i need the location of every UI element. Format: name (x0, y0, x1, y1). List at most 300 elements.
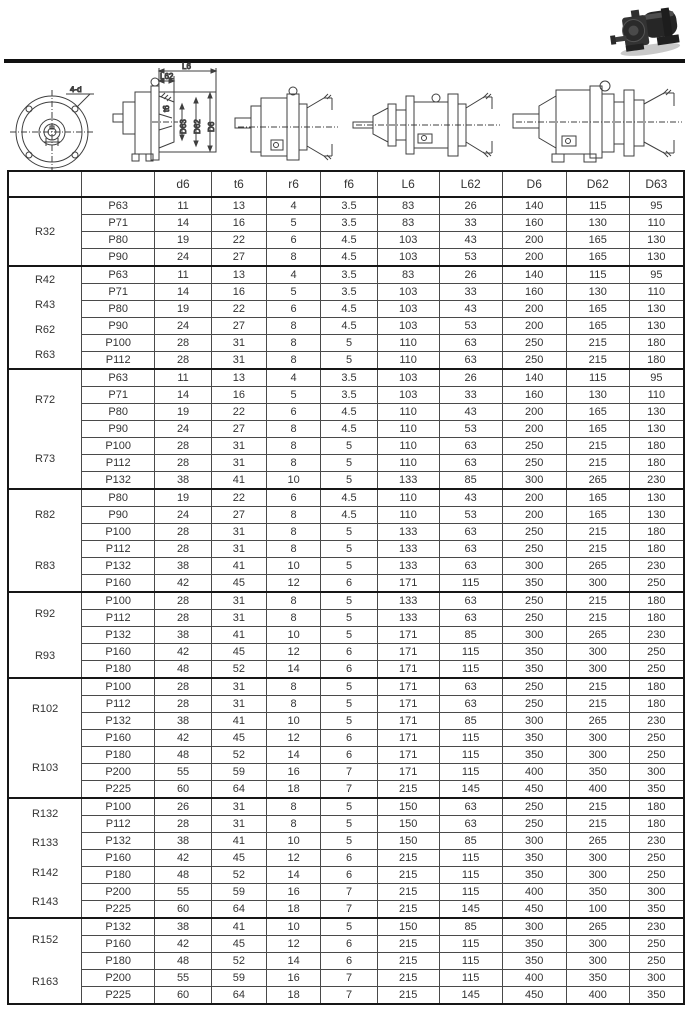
table-row (8, 781, 684, 799)
dim-value-cell: 31 (211, 524, 266, 541)
group-label: R132 (31, 807, 59, 820)
type-cell: P90 (82, 249, 155, 267)
dim-value-cell: 160 (502, 215, 566, 232)
dim-value-cell: 103 (377, 249, 439, 267)
dim-value-cell: 103 (377, 232, 439, 249)
dim-value-cell: 64 (211, 901, 266, 919)
dim-value-cell: 180 (629, 352, 684, 370)
dim-value-cell: 13 (211, 266, 266, 284)
table-row (8, 901, 684, 919)
dim-value-cell: 5 (321, 455, 377, 472)
type-cell: P112 (82, 816, 155, 833)
dim-value-cell: 250 (502, 592, 566, 610)
dim-value-cell: 250 (502, 352, 566, 370)
dim-value-cell: 12 (266, 850, 321, 867)
table-row (8, 507, 684, 524)
dim-value-cell: 110 (377, 404, 439, 421)
dim-value-cell: 3.5 (321, 266, 377, 284)
dim-value-cell: 8 (266, 318, 321, 335)
dim-value-cell: 250 (629, 730, 684, 747)
type-cell: P160 (82, 730, 155, 747)
dim-value-cell: 115 (439, 661, 502, 679)
dim-value-cell: 200 (502, 404, 566, 421)
dim-value-cell: 6 (321, 953, 377, 970)
dim-value-cell: 10 (266, 472, 321, 490)
dim-value-cell: 110 (629, 387, 684, 404)
dim-value-cell: 145 (439, 987, 502, 1005)
dim-value-cell: 130 (566, 284, 629, 301)
column-header: f6 (321, 171, 377, 197)
dim-value-cell: 16 (211, 387, 266, 404)
dim-value-cell: 52 (211, 867, 266, 884)
dim-value-cell: 7 (321, 781, 377, 799)
dim-value-cell: 215 (377, 867, 439, 884)
dim-value-cell: 12 (266, 936, 321, 953)
dim-value-cell: 8 (266, 524, 321, 541)
dim-value-cell: 171 (377, 764, 439, 781)
group-cell (8, 592, 82, 678)
dim-value-cell: 103 (377, 284, 439, 301)
dim-value-cell: 200 (502, 318, 566, 335)
dim-value-cell: 350 (566, 970, 629, 987)
column-header: D62 (566, 171, 629, 197)
type-cell: P100 (82, 438, 155, 455)
dim-value-cell: 140 (502, 266, 566, 284)
dim-value-cell: 5 (321, 627, 377, 644)
dim-value-cell: 165 (566, 318, 629, 335)
dim-value-cell: 64 (211, 987, 266, 1005)
type-cell: P100 (82, 335, 155, 352)
dim-value-cell: 63 (439, 798, 502, 816)
dim-value-cell: 171 (377, 627, 439, 644)
dim-value-cell: 171 (377, 696, 439, 713)
dim-value-cell: 215 (566, 524, 629, 541)
dim-value-cell: 3.5 (321, 197, 377, 215)
dim-value-cell: 115 (439, 764, 502, 781)
table-row (8, 627, 684, 644)
dim-value-cell: 250 (502, 696, 566, 713)
dim-value-cell: 5 (321, 558, 377, 575)
dim-value-cell: 14 (155, 215, 212, 232)
dim-value-cell: 350 (502, 661, 566, 679)
dim-value-cell: 100 (566, 901, 629, 919)
dim-value-cell: 300 (502, 627, 566, 644)
dim-value-cell: 8 (266, 421, 321, 438)
dim-value-cell: 5 (321, 335, 377, 352)
dim-value-cell: 63 (439, 592, 502, 610)
dim-value-cell: 300 (629, 764, 684, 781)
dim-value-cell: 63 (439, 558, 502, 575)
dim-value-cell: 265 (566, 627, 629, 644)
dim-value-cell: 41 (211, 558, 266, 575)
dim-value-cell: 180 (629, 541, 684, 558)
dim-value-cell: 180 (629, 335, 684, 352)
dim-value-cell: 450 (502, 987, 566, 1005)
column-header: L62 (439, 171, 502, 197)
type-cell: P200 (82, 970, 155, 987)
group-label: R103 (31, 761, 59, 774)
dim-value-cell: 3.5 (321, 284, 377, 301)
table-row (8, 558, 684, 575)
dim-value-cell: 12 (266, 730, 321, 747)
dim-value-cell: 300 (566, 867, 629, 884)
dim-value-cell: 103 (377, 301, 439, 318)
dim-value-cell: 130 (629, 249, 684, 267)
dim-value-cell: 31 (211, 816, 266, 833)
dim-value-cell: 48 (155, 661, 212, 679)
dim-value-cell: 215 (566, 352, 629, 370)
table-row (8, 816, 684, 833)
dim-value-cell: 250 (629, 867, 684, 884)
dim-value-cell: 133 (377, 472, 439, 490)
dim-value-cell: 14 (155, 387, 212, 404)
dim-value-cell: 7 (321, 970, 377, 987)
dim-value-cell: 83 (377, 215, 439, 232)
dim-value-cell: 5 (266, 387, 321, 404)
dim-value-cell: 3.5 (321, 387, 377, 404)
dim-value-cell: 130 (629, 404, 684, 421)
type-cell: P200 (82, 884, 155, 901)
table-row (8, 387, 684, 404)
dim-value-cell: 215 (566, 592, 629, 610)
type-cell: P132 (82, 627, 155, 644)
dim-value-cell: 110 (377, 455, 439, 472)
dim-value-cell: 350 (502, 850, 566, 867)
type-cell: P80 (82, 301, 155, 318)
dim-value-cell: 215 (566, 678, 629, 696)
dim-value-cell: 28 (155, 541, 212, 558)
dim-value-cell: 171 (377, 575, 439, 593)
dim-value-cell: 63 (439, 335, 502, 352)
dim-label-D63: D63 (179, 119, 188, 134)
dim-value-cell: 150 (377, 833, 439, 850)
dim-value-cell: 300 (566, 575, 629, 593)
group-label: R83 (34, 559, 56, 572)
type-cell: P225 (82, 781, 155, 799)
dim-value-cell: 7 (321, 764, 377, 781)
dim-value-cell: 180 (629, 524, 684, 541)
dim-value-cell: 48 (155, 747, 212, 764)
table-row (8, 541, 684, 558)
dim-value-cell: 115 (439, 730, 502, 747)
dim-value-cell: 8 (266, 816, 321, 833)
dim-value-cell: 31 (211, 696, 266, 713)
dim-value-cell: 300 (502, 558, 566, 575)
dim-value-cell: 63 (439, 438, 502, 455)
table-row (8, 833, 684, 850)
group-label: R32 (34, 225, 56, 238)
dim-value-cell: 6 (321, 850, 377, 867)
dim-value-cell: 8 (266, 696, 321, 713)
group-cell (8, 798, 82, 918)
dim-value-cell: 250 (502, 455, 566, 472)
dim-value-cell: 265 (566, 713, 629, 730)
group-cell (8, 369, 82, 489)
dim-value-cell: 4 (266, 266, 321, 284)
dim-value-cell: 165 (566, 421, 629, 438)
dim-value-cell: 230 (629, 833, 684, 850)
dim-value-cell: 5 (321, 524, 377, 541)
dim-value-cell: 60 (155, 901, 212, 919)
dim-value-cell: 63 (439, 696, 502, 713)
dim-value-cell: 103 (377, 387, 439, 404)
table-row (8, 318, 684, 335)
dim-value-cell: 115 (439, 970, 502, 987)
type-cell: P180 (82, 747, 155, 764)
type-cell: P132 (82, 472, 155, 490)
table-row (8, 266, 684, 284)
dim-value-cell: 300 (566, 953, 629, 970)
dim-value-cell: 140 (502, 197, 566, 215)
dim-value-cell: 8 (266, 507, 321, 524)
dim-value-cell: 48 (155, 953, 212, 970)
dim-value-cell: 115 (566, 266, 629, 284)
dim-value-cell: 8 (266, 335, 321, 352)
table-row (8, 953, 684, 970)
dimension-table-container (7, 170, 685, 1005)
dim-value-cell: 63 (439, 678, 502, 696)
dim-value-cell: 10 (266, 627, 321, 644)
table-row (8, 472, 684, 490)
dim-value-cell: 31 (211, 678, 266, 696)
table-row (8, 936, 684, 953)
dim-value-cell: 115 (439, 953, 502, 970)
dim-value-cell: 53 (439, 318, 502, 335)
column-header (82, 171, 155, 197)
column-header (8, 171, 82, 197)
dim-value-cell: 300 (566, 644, 629, 661)
dim-value-cell: 300 (566, 936, 629, 953)
type-cell: P63 (82, 197, 155, 215)
dim-value-cell: 8 (266, 438, 321, 455)
group-label: R72 (34, 393, 56, 406)
dim-value-cell: 130 (629, 421, 684, 438)
dim-value-cell: 171 (377, 678, 439, 696)
dim-value-cell: 165 (566, 404, 629, 421)
type-cell: P100 (82, 592, 155, 610)
dim-value-cell: 22 (211, 301, 266, 318)
dim-value-cell: 28 (155, 352, 212, 370)
group-label: R62 (34, 324, 56, 337)
group-cell (8, 266, 82, 369)
gearmotor-photo (604, 3, 686, 59)
dim-value-cell: 115 (439, 747, 502, 764)
dim-value-cell: 33 (439, 387, 502, 404)
dim-value-cell: 63 (439, 352, 502, 370)
table-row (8, 696, 684, 713)
dim-value-cell: 215 (566, 541, 629, 558)
dim-value-cell: 7 (321, 901, 377, 919)
dim-value-cell: 200 (502, 489, 566, 507)
dim-value-cell: 5 (321, 352, 377, 370)
dim-value-cell: 27 (211, 249, 266, 267)
dim-value-cell: 28 (155, 696, 212, 713)
dim-value-cell: 6 (266, 301, 321, 318)
dim-value-cell: 200 (502, 507, 566, 524)
dim-value-cell: 31 (211, 610, 266, 627)
dim-value-cell: 31 (211, 335, 266, 352)
dim-value-cell: 63 (439, 455, 502, 472)
type-cell: P112 (82, 610, 155, 627)
dim-value-cell: 26 (155, 798, 212, 816)
type-cell: P100 (82, 524, 155, 541)
dim-value-cell: 45 (211, 575, 266, 593)
dim-value-cell: 165 (566, 507, 629, 524)
dim-value-cell: 28 (155, 455, 212, 472)
dim-value-cell: 28 (155, 438, 212, 455)
dim-value-cell: 28 (155, 678, 212, 696)
dim-value-cell: 130 (629, 507, 684, 524)
dim-value-cell: 4.5 (321, 404, 377, 421)
dim-value-cell: 22 (211, 489, 266, 507)
table-row (8, 232, 684, 249)
dim-value-cell: 5 (321, 438, 377, 455)
dim-value-cell: 350 (629, 987, 684, 1005)
dim-value-cell: 145 (439, 901, 502, 919)
dim-value-cell: 115 (566, 197, 629, 215)
dim-value-cell: 215 (566, 610, 629, 627)
large-side-view-drawing (512, 78, 686, 168)
table-row (8, 438, 684, 455)
dim-value-cell: 95 (629, 369, 684, 387)
dim-value-cell: 200 (502, 301, 566, 318)
dim-value-cell: 165 (566, 232, 629, 249)
type-cell: P71 (82, 215, 155, 232)
dim-label-D6: D6 (207, 121, 216, 132)
type-cell: P160 (82, 575, 155, 593)
table-row (8, 575, 684, 593)
dim-value-cell: 28 (155, 335, 212, 352)
group-label: R102 (31, 702, 59, 715)
dim-value-cell: 18 (266, 781, 321, 799)
dim-value-cell: 7 (321, 987, 377, 1005)
dim-label-L62: L62 (160, 72, 174, 81)
dim-value-cell: 27 (211, 421, 266, 438)
flange-front-view-drawing (6, 86, 110, 170)
dim-value-cell: 16 (266, 764, 321, 781)
group-label: R163 (31, 976, 59, 988)
dim-value-cell: 133 (377, 541, 439, 558)
group-cell (8, 678, 82, 798)
group-label: R142 (31, 866, 59, 879)
type-cell: P225 (82, 987, 155, 1005)
dim-value-cell: 48 (155, 867, 212, 884)
dim-value-cell: 400 (502, 970, 566, 987)
dim-value-cell: 5 (321, 833, 377, 850)
dim-value-cell: 3.5 (321, 369, 377, 387)
dim-value-cell: 180 (629, 438, 684, 455)
type-cell: P160 (82, 850, 155, 867)
dim-value-cell: 5 (266, 215, 321, 232)
side-view-dimensioned-drawing (112, 62, 230, 168)
type-cell: P80 (82, 232, 155, 249)
dim-value-cell: 95 (629, 266, 684, 284)
table-row (8, 867, 684, 884)
dim-value-cell: 180 (629, 678, 684, 696)
dim-value-cell: 130 (629, 318, 684, 335)
type-cell: P100 (82, 798, 155, 816)
dim-value-cell: 38 (155, 713, 212, 730)
dim-value-cell: 250 (629, 936, 684, 953)
dim-value-cell: 110 (377, 421, 439, 438)
dim-value-cell: 300 (566, 747, 629, 764)
dim-value-cell: 41 (211, 472, 266, 490)
technical-drawings (0, 62, 689, 168)
dim-value-cell: 171 (377, 713, 439, 730)
dim-value-cell: 28 (155, 610, 212, 627)
group-label: R133 (31, 837, 59, 850)
dim-value-cell: 110 (377, 352, 439, 370)
dim-value-cell: 215 (377, 781, 439, 799)
type-cell: P132 (82, 918, 155, 936)
dim-value-cell: 6 (321, 575, 377, 593)
dim-value-cell: 400 (502, 764, 566, 781)
dim-value-cell: 115 (439, 644, 502, 661)
dim-value-cell: 26 (439, 266, 502, 284)
dim-value-cell: 83 (377, 197, 439, 215)
dim-value-cell: 19 (155, 489, 212, 507)
dim-value-cell: 110 (377, 507, 439, 524)
dim-value-cell: 38 (155, 472, 212, 490)
group-label: R73 (34, 452, 56, 465)
dim-value-cell: 22 (211, 404, 266, 421)
dim-value-cell: 28 (155, 592, 212, 610)
dim-value-cell: 42 (155, 850, 212, 867)
dim-value-cell: 53 (439, 421, 502, 438)
dim-value-cell: 350 (502, 730, 566, 747)
dim-value-cell: 130 (629, 232, 684, 249)
dim-value-cell: 16 (266, 884, 321, 901)
dim-value-cell: 133 (377, 610, 439, 627)
column-header: L6 (377, 171, 439, 197)
table-row (8, 592, 684, 610)
dim-value-cell: 133 (377, 558, 439, 575)
dim-value-cell: 265 (566, 472, 629, 490)
dim-value-cell: 5 (321, 678, 377, 696)
dim-value-cell: 60 (155, 781, 212, 799)
dim-value-cell: 350 (502, 644, 566, 661)
dim-value-cell: 180 (629, 798, 684, 816)
dim-value-cell: 45 (211, 936, 266, 953)
dim-value-cell: 6 (321, 867, 377, 884)
dim-value-cell: 52 (211, 661, 266, 679)
dim-value-cell: 215 (377, 953, 439, 970)
dim-value-cell: 85 (439, 472, 502, 490)
table-row (8, 284, 684, 301)
dim-value-cell: 215 (377, 901, 439, 919)
dim-value-cell: 133 (377, 592, 439, 610)
dim-value-cell: 250 (502, 678, 566, 696)
dim-value-cell: 85 (439, 833, 502, 850)
dim-value-cell: 43 (439, 232, 502, 249)
dim-value-cell: 250 (502, 541, 566, 558)
dim-value-cell: 13 (211, 197, 266, 215)
dim-value-cell: 10 (266, 918, 321, 936)
dim-value-cell: 8 (266, 352, 321, 370)
type-cell: P180 (82, 953, 155, 970)
dim-value-cell: 171 (377, 661, 439, 679)
dim-value-cell: 64 (211, 781, 266, 799)
dim-value-cell: 12 (266, 644, 321, 661)
type-cell: P160 (82, 936, 155, 953)
dim-value-cell: 33 (439, 284, 502, 301)
dim-value-cell: 31 (211, 541, 266, 558)
dim-value-cell: 95 (629, 197, 684, 215)
dim-value-cell: 5 (321, 610, 377, 627)
dim-value-cell: 160 (502, 284, 566, 301)
group-label: R63 (34, 349, 56, 362)
dim-value-cell: 14 (266, 867, 321, 884)
